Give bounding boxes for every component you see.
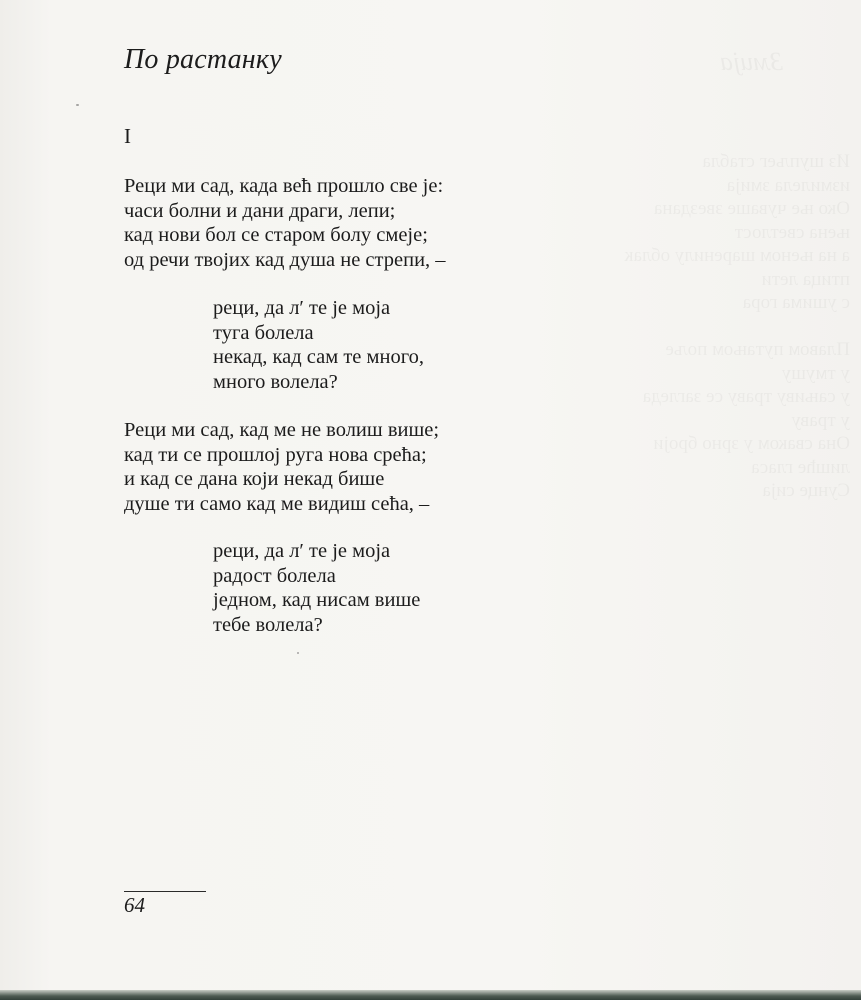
stanza-2 [124,418,439,516]
verse-line: много волела? [213,370,338,393]
page-number: 64 [124,893,145,917]
paper-speck [297,652,299,654]
section-number: I [124,124,131,148]
footer-rule [124,891,206,892]
verse-line: Реци ми сад, кад ме не волиш више; [124,419,440,441]
verse-line: Реци ми сад, када већ прошло све је: [124,175,444,197]
stanza-1 [124,174,446,272]
verse-line: кад ти се прошлој руга нова срећа; [124,443,427,466]
verse-line: некад, кад сам те много, [213,346,424,369]
verse-line: часи болни и дани драги, лепи; [124,199,396,222]
verse-line: туга болела [213,321,314,344]
poem-title: По растанку [124,44,282,75]
verse-line: реци, да л′ те је моја [213,297,391,319]
refrain-2 [213,539,420,637]
verse-line: и кад се дана који некад бише [124,468,385,491]
refrain-1 [213,296,424,394]
paper-speck [76,104,79,106]
verse-line: једном, кад нисам више [213,589,421,612]
verse-line: тебе волела? [213,613,323,636]
verse-line: радост болела [213,564,336,587]
page-bottom-edge [0,990,861,1000]
verse-line: реци, да л′ те је моја [213,540,391,562]
verse-line: душе ти само кад ме видиш сећа, – [124,492,430,515]
show-through-title [720,50,783,74]
verse-line: од речи твојих кад душа не стрепи, – [124,248,446,271]
show-through-text [470,150,850,930]
verse-line: кад нови бол се старом болу смеје; [124,224,428,247]
